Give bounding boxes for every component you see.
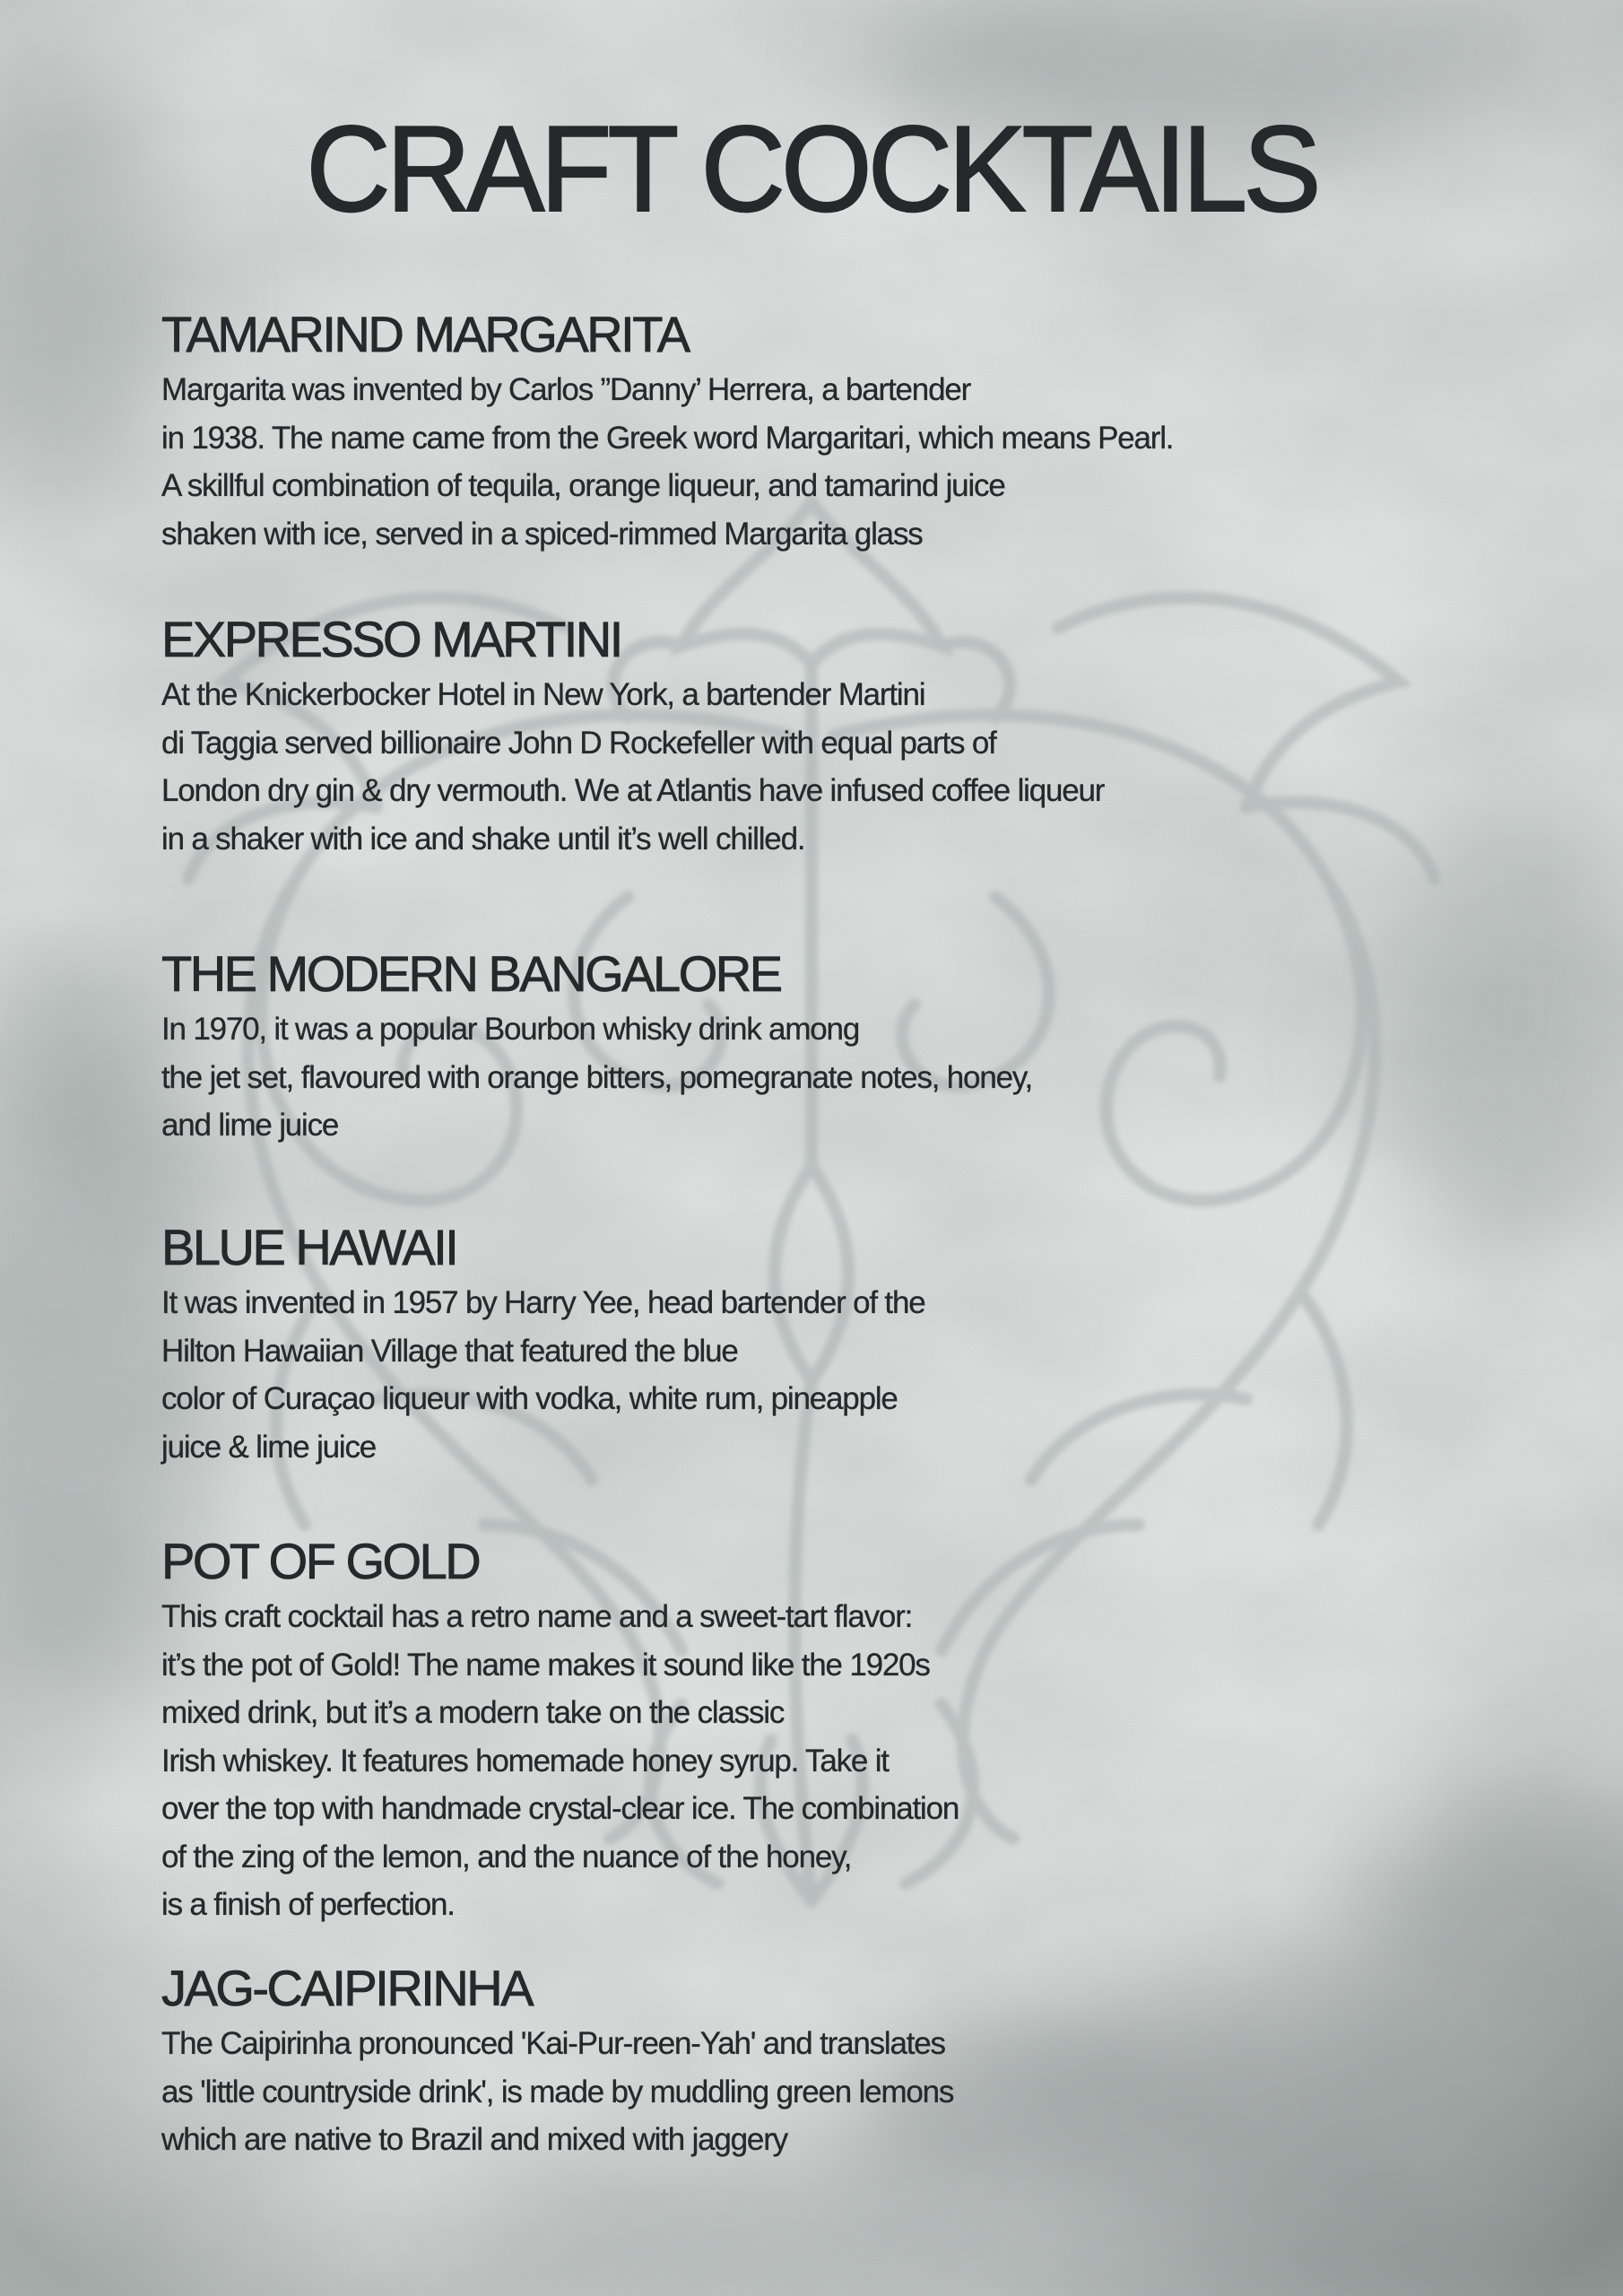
cocktail-pot-of-gold <box>161 1532 1435 1929</box>
description-line: juice & lime juice <box>161 1429 377 1465</box>
cocktail-jag-caipirinha <box>161 1959 1435 2164</box>
cocktail-description <box>161 669 1435 863</box>
description-line: it’s the pot of Gold! The name makes it sound like the 1920s <box>161 1647 930 1683</box>
description-line: mixed drink, but it’s a modern take on the classic <box>161 1695 785 1730</box>
description-line: is a finish of perfection. <box>161 1887 455 1922</box>
description-line: Hilton Hawaiian Village that featured the blue <box>161 1333 738 1369</box>
cocktail-description <box>161 1591 1435 1929</box>
description-line: shaken with ice, served in a spiced-rimmed Margarita glass <box>161 516 923 552</box>
description-line: as 'little countryside drink', is made by muddling green lemons <box>161 2074 954 2109</box>
description-line: color of Curaçao liqueur with vodka, white rum, pineapple <box>161 1381 898 1416</box>
description-line: in a shaker with ice and shake until it’s well chilled. <box>161 821 805 857</box>
description-line: This craft cocktail has a retro name and a sweet-tart flavor: <box>161 1599 913 1634</box>
cocktail-name: BLUE HAWAII <box>161 1219 457 1275</box>
description-line: Margarita was invented by Carlos ”Danny’ Herrera, a bartender <box>161 372 971 407</box>
description-line: Irish whiskey. It features homemade honey syrup. Take it <box>161 1743 889 1779</box>
description-line: The Caipirinha pronounced 'Kai-Pur-reen-Yah' and translates <box>161 2026 945 2061</box>
description-line: the jet set, flavoured with orange bitters, pomegranate notes, honey, <box>161 1059 1033 1095</box>
description-line: which are native to Brazil and mixed with jaggery <box>161 2122 787 2157</box>
cocktail-tamarind-margarita <box>161 305 1435 558</box>
cocktail-description <box>161 1004 1435 1150</box>
cocktail-description <box>161 364 1435 558</box>
cocktail-description <box>161 1277 1435 1471</box>
description-line: In 1970, it was a popular Bourbon whisky drink among <box>161 1012 860 1047</box>
cocktail-expresso-martini <box>161 610 1435 863</box>
cocktail-name: THE MODERN BANGALORE <box>161 945 781 1002</box>
menu-title: CRAFT COCKTAILS <box>306 100 1317 237</box>
description-line: A skillful combination of tequila, orange liqueur, and tamarind juice <box>161 468 1005 503</box>
description-line: in 1938. The name came from the Greek word Margaritari, which means Pearl. <box>161 420 1174 456</box>
cocktail-the-modern-bangalore <box>161 944 1435 1150</box>
cocktail-name: JAG-CAIPIRINHA <box>161 1960 533 2016</box>
cocktail-name: POT OF GOLD <box>161 1533 480 1589</box>
description-line: It was invented in 1957 by Harry Yee, head bartender of the <box>161 1285 925 1320</box>
cocktail-description <box>161 2018 1435 2164</box>
cocktail-name: TAMARIND MARGARITA <box>161 306 689 362</box>
description-line: of the zing of the lemon, and the nuance of the honey, <box>161 1839 852 1874</box>
cocktail-blue-hawaii <box>161 1218 1435 1471</box>
description-line: di Taggia served billionaire John D Rockefeller with equal parts of <box>161 725 996 761</box>
description-line: and lime juice <box>161 1108 339 1143</box>
description-line: over the top with handmade crystal-clear ice. The combination <box>161 1791 959 1826</box>
description-line: At the Knickerbocker Hotel in New York, a bartender Martini <box>161 677 925 712</box>
cocktail-name: EXPRESSO MARTINI <box>161 611 621 667</box>
description-line: London dry gin & dry vermouth. We at Atlantis have infused coffee liqueur <box>161 773 1105 808</box>
